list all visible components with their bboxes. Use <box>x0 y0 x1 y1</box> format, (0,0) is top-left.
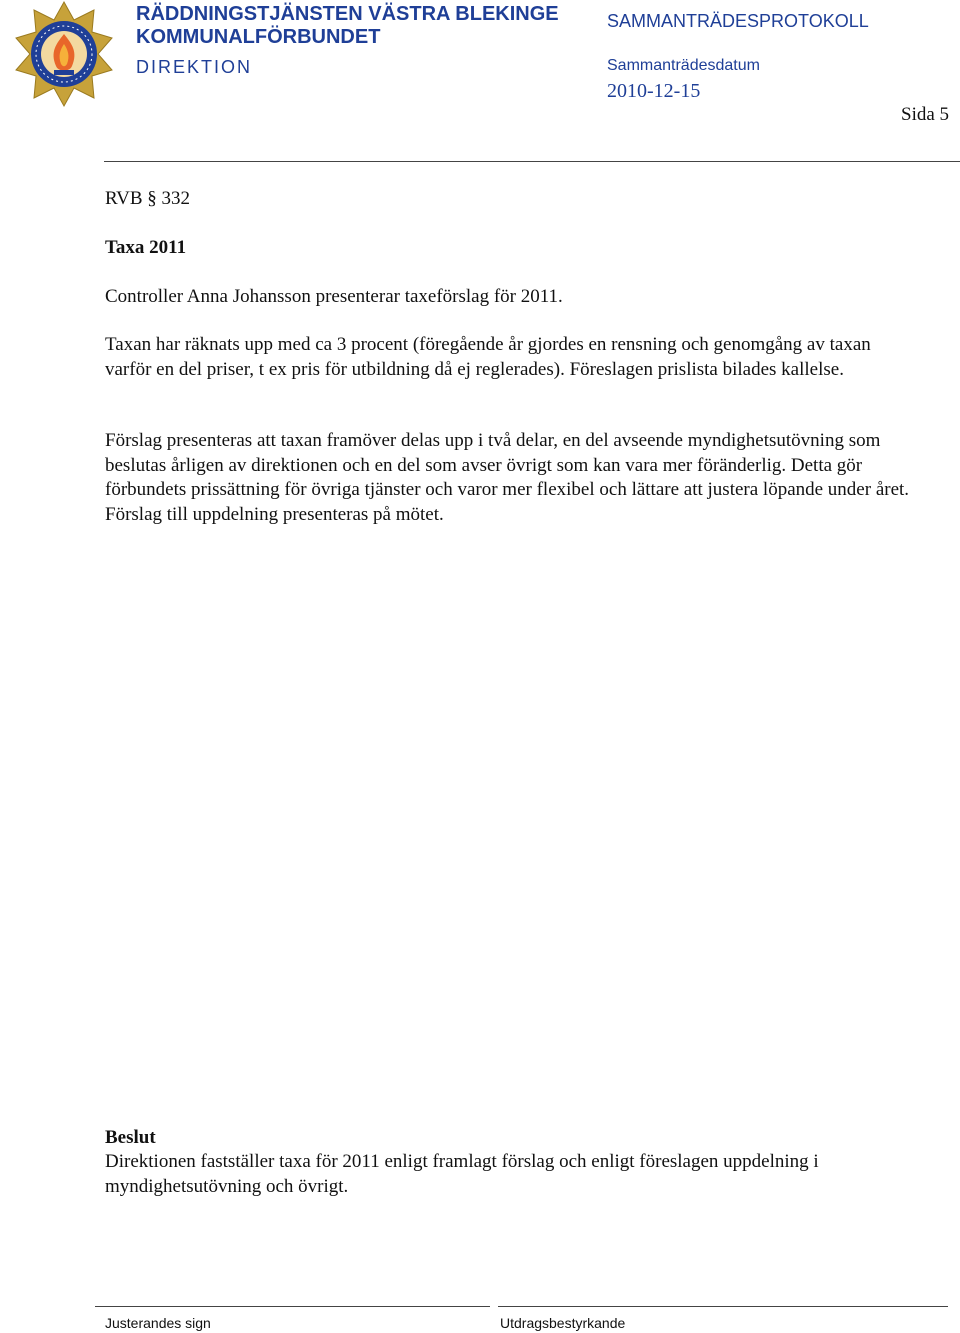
organization-subname: KOMMUNALFÖRBUNDET <box>136 26 381 48</box>
fire-service-star-icon <box>14 0 114 114</box>
footer-divider-left <box>95 1306 490 1307</box>
organization-logo <box>14 0 114 114</box>
decision-text: Direktionen fastställer taxa för 2011 enligt framlagt förslag och enligt föreslagen uppdelning i myndighetsutövning och övrigt. <box>105 1151 819 1197</box>
section-id: RVB § 332 <box>105 188 191 209</box>
organization-name: RÄDDNINGSTJÄNSTEN VÄSTRA BLEKINGE <box>136 3 559 25</box>
paragraph-proposal: Förslag presenteras att taxan framöver delas upp i två delar, en del avseende myndighetsutövning som beslutas årligen av direktionen och en del som avser övrigt som kan vara mer föränderlig. Detta gör förbundets prissättning för övriga tjänster och varor mer flexibel och lättare att justera löpande under året. Förslag till uppdelning presenteras på mötet. <box>105 430 910 525</box>
meeting-date-label: Sammanträdesdatum <box>607 57 760 74</box>
meeting-date-value: 2010-12-15 <box>607 80 701 102</box>
department-label: DIREKTION <box>136 57 253 77</box>
section-title: Taxa 2011 <box>105 237 187 258</box>
paragraph-tax-increase: Taxan har räknats upp med ca 3 procent (föregående år gjordes en rensning och genomgång av taxan varför en del priser, t ex pris för utbildning då ej reglerades). Föreslagen prislista bilades kallelse. <box>105 334 871 380</box>
paragraph-intro: Controller Anna Johansson presenterar taxeförslag för 2011. <box>105 286 563 307</box>
signature-label: Justerandes sign <box>105 1315 211 1331</box>
certification-label: Utdragsbestyrkande <box>500 1315 626 1331</box>
footer-divider-right <box>498 1306 948 1307</box>
header-divider <box>104 161 960 162</box>
decision-heading: Beslut <box>105 1127 156 1148</box>
page-number: Sida 5 <box>901 104 950 125</box>
document-type: SAMMANTRÄDESPROTOKOLL <box>607 11 869 31</box>
